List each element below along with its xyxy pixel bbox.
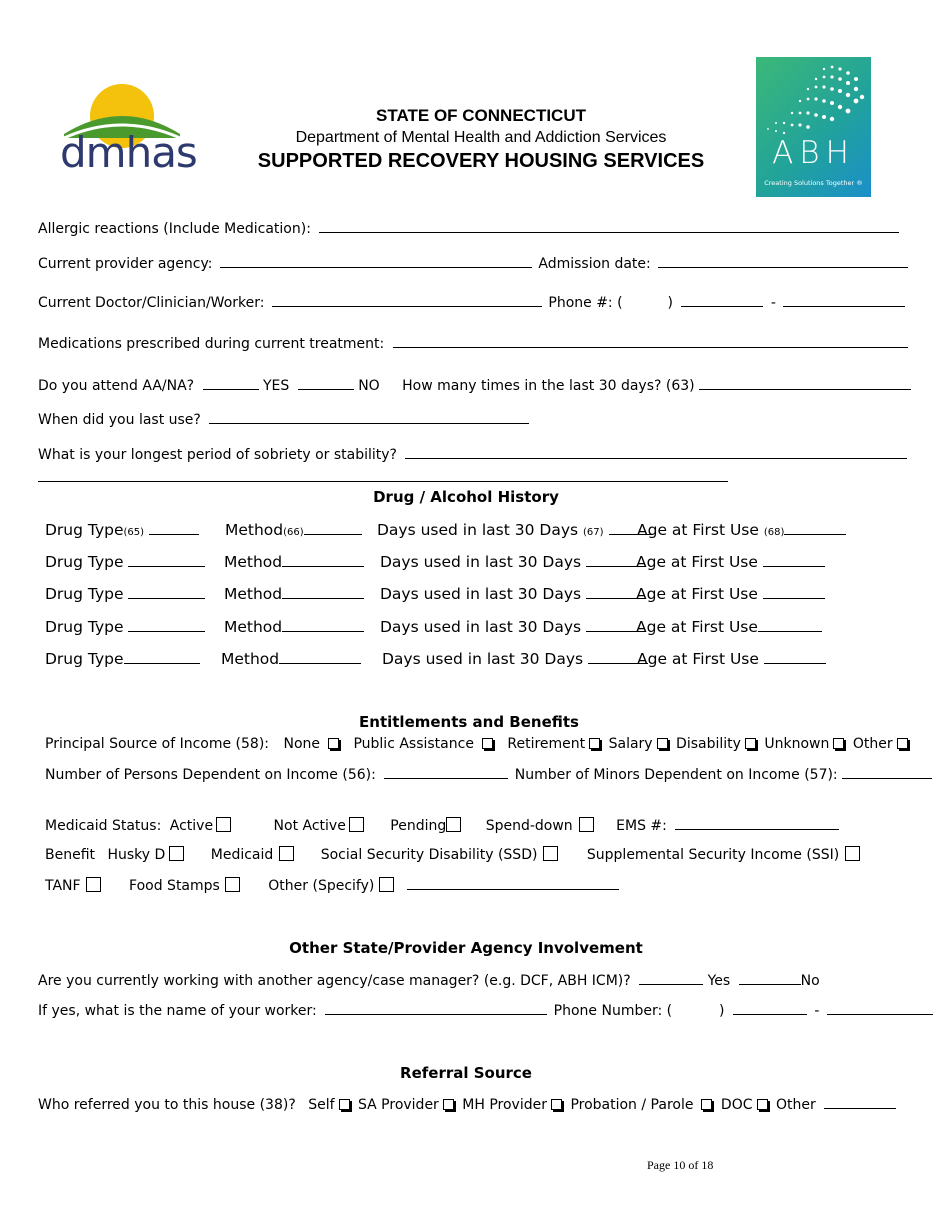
- dependents-input[interactable]: [384, 765, 508, 779]
- worker-label: If yes, what is the name of your worker:: [38, 1003, 317, 1019]
- program-title: SUPPORTED RECOVERY HOUSING SERVICES: [257, 150, 705, 172]
- referral-option-mh-provider[interactable]: MH Provider: [462, 1097, 566, 1113]
- checkbox-icon[interactable]: [225, 877, 240, 892]
- sobriety-row: [38, 445, 907, 464]
- age-input[interactable]: [763, 584, 825, 599]
- abh-tagline: Creating Solutions Together ®: [764, 179, 863, 187]
- worker-phone-number-input[interactable]: [827, 1001, 933, 1015]
- medicaid-label: Medicaid Status:: [45, 818, 162, 834]
- method-label: Method: [224, 618, 283, 636]
- worker-phone-dash: -: [814, 1003, 820, 1019]
- income-label: Principal Source of Income (58):: [45, 736, 270, 752]
- minors-input[interactable]: [842, 765, 932, 779]
- sobriety-input[interactable]: [405, 445, 907, 459]
- referral-other-input[interactable]: [824, 1095, 896, 1109]
- medications-row: [38, 334, 908, 353]
- admission-label: Admission date:: [538, 256, 651, 272]
- income-option-unknown[interactable]: Unknown: [764, 736, 848, 752]
- age-input[interactable]: [758, 617, 822, 632]
- aa-yes-label: YES: [263, 378, 290, 394]
- drug-type-input[interactable]: [149, 520, 199, 535]
- phone-label: Phone #: (: [548, 295, 623, 311]
- drug-type-label: Drug Type: [45, 553, 124, 571]
- phone-dash: -: [770, 295, 776, 311]
- drug-row: [0, 617, 950, 637]
- other-specify-option[interactable]: Other (Specify): [268, 878, 394, 894]
- days-code: (67): [583, 527, 604, 538]
- checkbox-icon[interactable]: [169, 846, 184, 861]
- checkbox-icon[interactable]: [757, 1099, 768, 1110]
- referral-option-sa-provider[interactable]: SA Provider: [358, 1097, 458, 1113]
- drug-type-input[interactable]: [128, 617, 205, 632]
- checkbox-icon[interactable]: [279, 846, 294, 861]
- checkbox-icon[interactable]: [543, 846, 558, 861]
- checkbox-icon[interactable]: [379, 877, 394, 892]
- age-input[interactable]: [763, 552, 825, 567]
- last-use-input[interactable]: [209, 410, 529, 424]
- income-option-public-assistance[interactable]: Public Assistance: [353, 736, 496, 752]
- aa-label: Do you attend AA/NA?: [38, 378, 195, 394]
- agency-yes-input[interactable]: [639, 971, 703, 985]
- drug-row: [0, 552, 950, 572]
- drug-row: [0, 520, 950, 540]
- age-label: Age at First Use: [637, 650, 759, 668]
- checkbox-icon[interactable]: [657, 738, 668, 749]
- checkbox-icon[interactable]: [443, 1099, 454, 1110]
- checkbox-icon[interactable]: [833, 738, 844, 749]
- age-code: (68): [763, 527, 785, 538]
- entitlements-title: Entitlements and Benefits: [359, 713, 579, 731]
- days-label: Days used in last 30 Days: [380, 553, 582, 571]
- days-label: Days used in last 30 Days: [382, 650, 584, 668]
- benefit-option-medicaid[interactable]: Medicaid: [211, 847, 295, 863]
- age-label: Age at First Use: [637, 521, 759, 539]
- method-input[interactable]: [304, 520, 362, 535]
- abh-logo: [756, 57, 871, 197]
- minors-label: Number of Minors Dependent on Income (57):: [514, 767, 838, 783]
- medicaid-option-active[interactable]: Active: [170, 818, 231, 834]
- doctor-row: [38, 293, 905, 312]
- drug-type-label: Drug Type: [45, 585, 124, 603]
- drug-type-label: Drug Type: [45, 521, 124, 539]
- method-label: Method: [224, 553, 283, 571]
- dependents-label: Number of Persons Dependent on Income (56):: [45, 767, 376, 783]
- aa-no-label: NO: [358, 378, 380, 394]
- income-option-retirement[interactable]: Retirement: [507, 736, 604, 752]
- checkbox-icon[interactable]: [551, 1099, 562, 1110]
- medicaid-option-pending[interactable]: Pending: [390, 818, 461, 834]
- income-row: [45, 735, 912, 753]
- referral-option-self[interactable]: Self: [308, 1097, 353, 1113]
- age-input[interactable]: [764, 649, 826, 664]
- referral-question: Who referred you to this house (38)?: [38, 1097, 296, 1113]
- age-label: Age at First Use: [636, 553, 758, 571]
- referral-option-probation-parole[interactable]: Probation / Parole: [570, 1097, 716, 1113]
- medicaid-row: [45, 816, 839, 835]
- provider-input[interactable]: [220, 254, 532, 268]
- doctor-label: Current Doctor/Clinician/Worker:: [38, 295, 265, 311]
- drug-history-title: Drug / Alcohol History: [373, 488, 559, 506]
- sobriety-label: What is your longest period of sobriety or stability?: [38, 447, 397, 463]
- checkbox-icon[interactable]: [701, 1099, 712, 1110]
- drug-type-label: Drug Type: [45, 650, 124, 668]
- agency-question-row: [38, 971, 820, 990]
- state-title: STATE OF CONNECTICUT: [376, 106, 586, 125]
- ems-input[interactable]: [675, 816, 839, 830]
- sobriety-input-continued[interactable]: [38, 481, 728, 482]
- doctor-input[interactable]: [272, 293, 542, 307]
- method-input[interactable]: [282, 552, 364, 567]
- department-title: Department of Mental Health and Addiction Services: [295, 129, 667, 146]
- income-option-other[interactable]: Other: [853, 736, 912, 752]
- page-number: Page 10 of 18: [647, 1158, 714, 1172]
- checkbox-icon[interactable]: [328, 738, 339, 749]
- admission-input[interactable]: [658, 254, 908, 268]
- drug-type-label: Drug Type: [45, 618, 124, 636]
- checkbox-icon[interactable]: [216, 817, 231, 832]
- last-use-label: When did you last use?: [38, 412, 201, 428]
- agency-no-label: No: [800, 973, 820, 989]
- benefit-row: [45, 846, 860, 864]
- checkbox-icon[interactable]: [897, 738, 908, 749]
- checkbox-icon[interactable]: [482, 738, 493, 749]
- phone-area-input[interactable]: [681, 293, 763, 307]
- allergic-row: [38, 219, 899, 238]
- checkbox-icon[interactable]: [845, 846, 860, 861]
- benefit-option-husky-d[interactable]: Husky D: [107, 847, 184, 863]
- medications-label: Medications prescribed during current treatment:: [38, 336, 385, 352]
- referral-option-doc[interactable]: DOC: [721, 1097, 772, 1113]
- medicaid-option-spend-down[interactable]: Spend-down: [486, 818, 594, 834]
- checkbox-icon[interactable]: [349, 817, 364, 832]
- method-input[interactable]: [282, 617, 364, 632]
- worker-phone-area-input[interactable]: [733, 1001, 807, 1015]
- age-label: Age at First Use: [636, 618, 758, 636]
- food-stamps-option[interactable]: Food Stamps: [129, 878, 240, 894]
- drug-type-code: (65): [123, 527, 145, 538]
- method-input[interactable]: [279, 649, 361, 664]
- worker-phone-close-paren: ): [719, 1003, 725, 1019]
- checkbox-icon[interactable]: [86, 877, 101, 892]
- dmhas-wordmark: dmhas: [60, 128, 197, 177]
- medications-input[interactable]: [393, 334, 908, 348]
- agency-title: Other State/Provider Agency Involvement: [289, 939, 643, 957]
- worker-input[interactable]: [325, 1001, 547, 1015]
- other-specify-input[interactable]: [407, 876, 619, 890]
- abh-wordmark: ABH: [772, 135, 855, 171]
- method-label: Method: [221, 650, 280, 668]
- last-use-row: [38, 410, 529, 429]
- worker-row: [38, 1001, 933, 1020]
- phone-number-input[interactable]: [783, 293, 905, 307]
- income-option-disability[interactable]: Disability: [676, 736, 760, 752]
- method-code: (66): [283, 527, 304, 538]
- times-label: How many times in the last 30 days? (63): [402, 378, 695, 394]
- days-label: Days used in last 30 Days: [377, 521, 579, 539]
- checkbox-icon[interactable]: [745, 738, 756, 749]
- benefit-label: Benefit: [45, 847, 96, 863]
- agency-question: Are you currently working with another agency/case manager? (e.g. DCF, ABH ICM)?: [38, 973, 631, 989]
- checkbox-icon[interactable]: [339, 1099, 350, 1110]
- agency-no-input[interactable]: [739, 971, 801, 985]
- benefit-option-ssi[interactable]: Supplemental Security Income (SSI): [587, 847, 860, 863]
- allergic-label: Allergic reactions (Include Medication):: [38, 221, 311, 237]
- age-label: Age at First Use: [636, 585, 758, 603]
- times-input[interactable]: [699, 376, 911, 390]
- aa-no-input[interactable]: [298, 376, 354, 390]
- provider-row: [38, 254, 908, 273]
- aa-row: [38, 376, 911, 395]
- drug-type-input[interactable]: [124, 649, 200, 664]
- provider-label: Current provider agency:: [38, 256, 213, 272]
- allergic-input[interactable]: [319, 219, 899, 233]
- method-label: Method: [224, 585, 283, 603]
- checkbox-icon[interactable]: [589, 738, 600, 749]
- medicaid-option-not-active[interactable]: Not Active: [274, 818, 364, 834]
- dependents-row: [45, 765, 932, 784]
- days-label: Days used in last 30 Days: [380, 585, 582, 603]
- income-option-salary[interactable]: Salary: [609, 736, 672, 752]
- assistance-row: [45, 876, 619, 895]
- drug-row: [0, 584, 950, 604]
- ems-label: EMS #:: [616, 818, 667, 834]
- phone-close-paren: ): [667, 295, 673, 311]
- age-input[interactable]: [784, 520, 846, 535]
- checkbox-icon[interactable]: [446, 817, 461, 832]
- checkbox-icon[interactable]: [579, 817, 594, 832]
- aa-yes-input[interactable]: [203, 376, 259, 390]
- benefit-option-ssd[interactable]: Social Security Disability (SSD): [321, 847, 559, 863]
- drug-type-input[interactable]: [128, 552, 205, 567]
- drug-row: [0, 649, 950, 669]
- referral-row: [38, 1095, 896, 1114]
- method-input[interactable]: [282, 584, 364, 599]
- days-label: Days used in last 30 Days: [380, 618, 582, 636]
- referral-other-label: Other: [775, 1097, 816, 1113]
- tanf-option[interactable]: TANF: [45, 878, 101, 894]
- worker-phone-label: Phone Number: (: [553, 1003, 673, 1019]
- method-label: Method: [225, 521, 284, 539]
- drug-type-input[interactable]: [128, 584, 205, 599]
- referral-title: Referral Source: [400, 1064, 532, 1082]
- agency-yes-label: Yes: [707, 973, 731, 989]
- income-option-none[interactable]: None: [283, 736, 343, 752]
